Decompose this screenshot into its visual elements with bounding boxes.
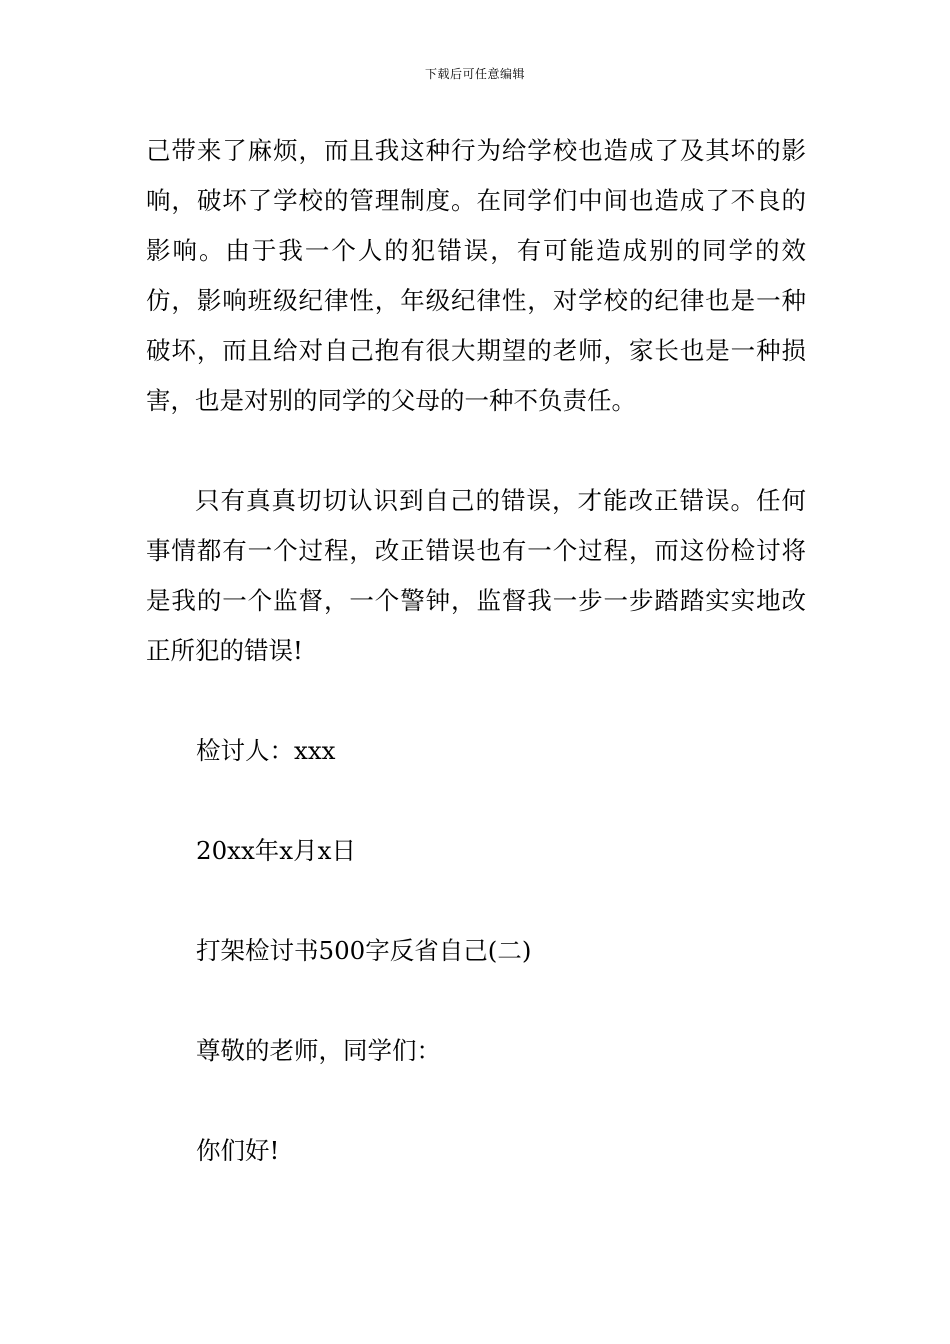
- signer-line: 检讨人：xxx: [196, 736, 336, 765]
- salutation-line: 尊敬的老师，同学们：: [196, 1036, 441, 1065]
- page-header: 下载后可任意编辑: [424, 67, 525, 81]
- date-line: 20xx年x月x日: [196, 836, 356, 865]
- section-title: 打架检讨书500字反省自己(二): [196, 936, 532, 965]
- body-paragraph-1: 己带来了麻烦，而且我这种行为给学校也造成了及其坏的影响，破坏了学校的管理制度。在同学们中间也造成了不良的影响。由于我一个人的犯错误，有可能造成别的同学的效仿，影响班级纪律性，年级纪律性，对学校的纪律也是一种破坏，而且给对自己抱有很大期望的老师，家长也是一种损害，也是对别的同学的父母的一种不负责任。: [146, 136, 806, 415]
- greeting-line: 你们好!: [196, 1136, 280, 1165]
- body-paragraph-2: 只有真真切切认识到自己的错误，才能改正错误。任何事情都有一个过程，改正错误也有一个过程，而这份检讨将是我的一个监督，一个警钟，监督我一步一步踏踏实实地改正所犯的错误!: [146, 486, 806, 665]
